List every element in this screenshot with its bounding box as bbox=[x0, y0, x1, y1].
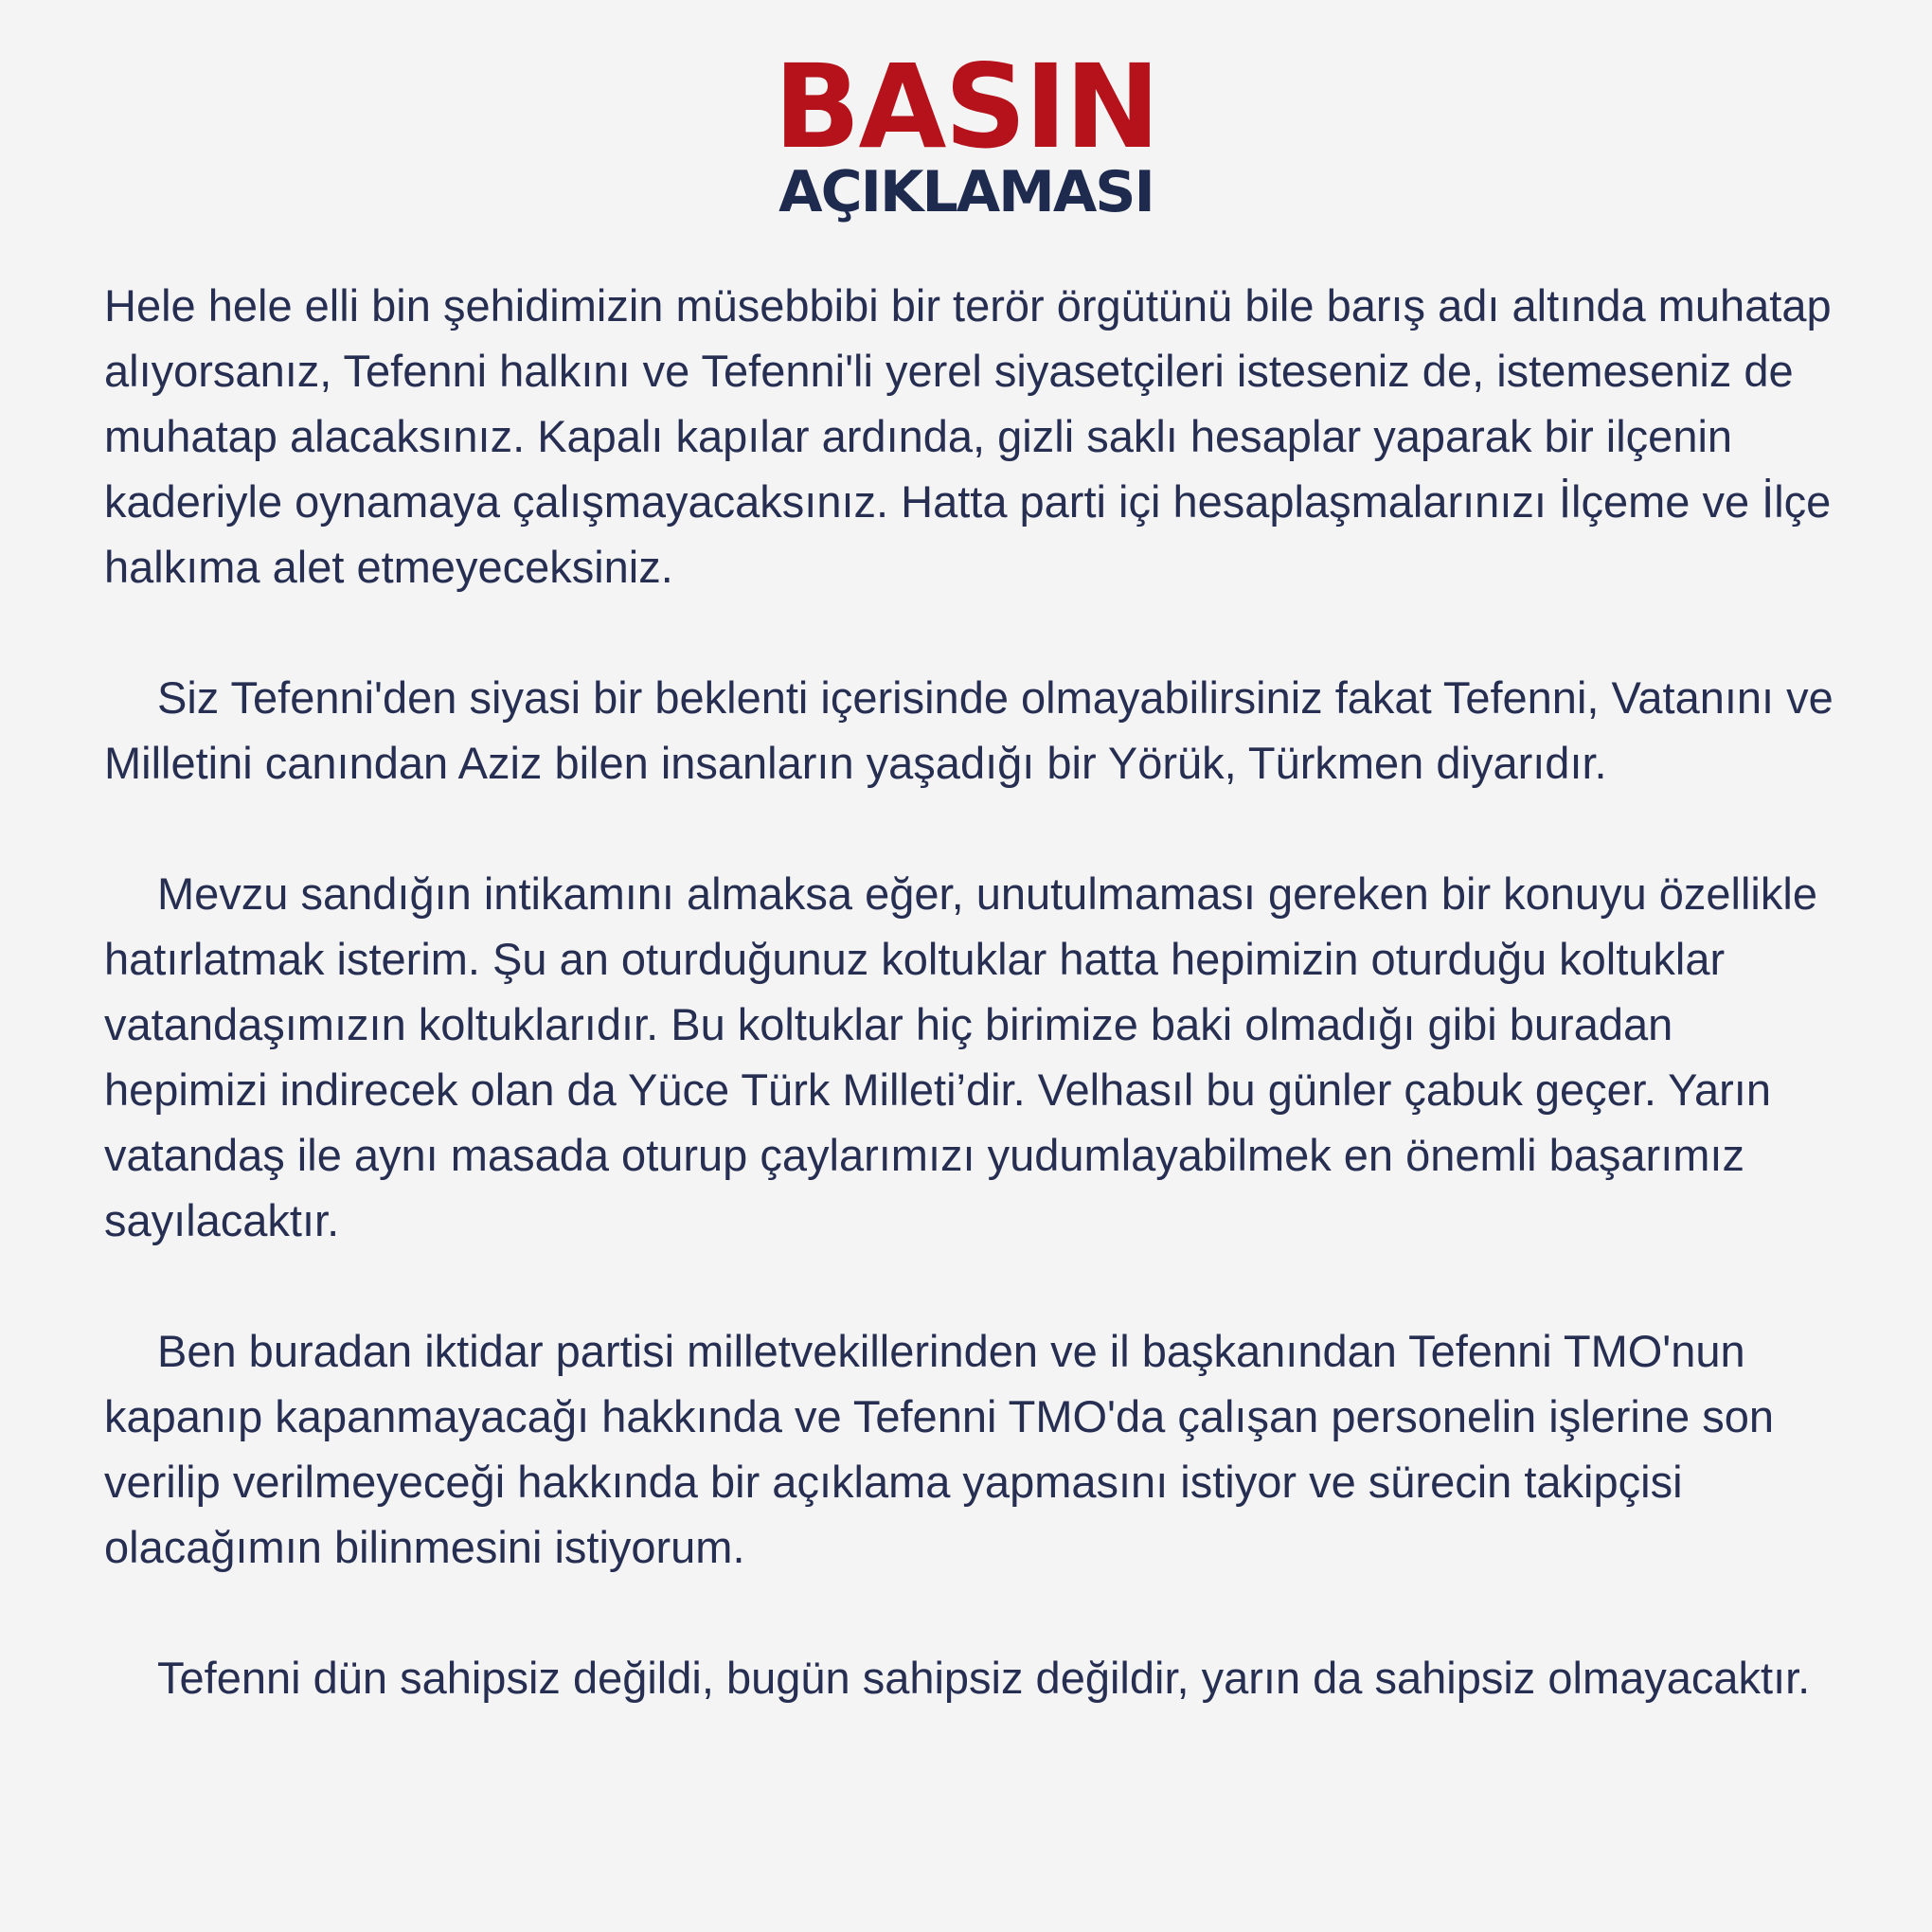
paragraph-3: Mevzu sandığın intikamını almaksa eğer, unutulmaması gereken bir konuyu özellikle hatırlatmak isterim. Şu an oturduğunuz koltuklar hatta hepimizin oturduğu koltuklar vatandaşımızın koltuklarıdır. Bu koltuklar hiç birimize baki olmadığı gibi buradan hepimizi indirecek olan da Yüce Türk Milleti’dir. Velhasıl bu günler çabuk geçer. Yarın vatandaş ile aynı masada oturup çaylarımızı yudumlayabilmek en önemli başarımız sayılacaktır. bbox=[104, 868, 1817, 1245]
header-subtitle: AÇIKLAMASI bbox=[778, 159, 1154, 225]
header-title: BASIN bbox=[774, 40, 1158, 175]
statement-body bbox=[104, 273, 1847, 1710]
paragraph-1: Hele hele elli bin şehidimizin müsebbibi bir terör örgütünü bile barış adı altında muhatap alıyorsanız, Tefenni halkını ve Tefenni'li yerel siyasetçileri isteseniz de, istemeseniz de muhatap alacaksınız. Kapalı kapılar ardında, gizli saklı hesaplar yaparak bir ilçenin kaderiyle oynamaya çalışmayacaksınız. Hatta parti içi hesaplaşmalarınızı İlçeme ve İlçe halkıma alet etmeyeceksiniz. bbox=[104, 280, 1832, 592]
press-release-header bbox=[0, 40, 1932, 225]
paragraph-5: Tefenni dün sahipsiz değildi, bugün sahipsiz değildir, yarın da sahipsiz olmayacaktır. bbox=[157, 1653, 1811, 1703]
paragraph-2: Siz Tefenni'den siyasi bir beklenti içerisinde olmayabilirsiniz fakat Tefenni, Vatanını ve Milletini canından Aziz bilen insanların yaşadığı bir Yörük, Türkmen diyarıdır. bbox=[104, 672, 1834, 788]
paragraph-4: Ben buradan iktidar partisi milletvekillerinden ve il başkanından Tefenni TMO'nun kapanıp kapanmayacağı hakkında ve Tefenni TMO'da çalışan personelin işlerine son verilip verilmeyeceği hakkında bir açıklama yapmasını istiyor ve sürecin takipçisi olacağımın bilinmesini istiyorum. bbox=[104, 1326, 1774, 1572]
